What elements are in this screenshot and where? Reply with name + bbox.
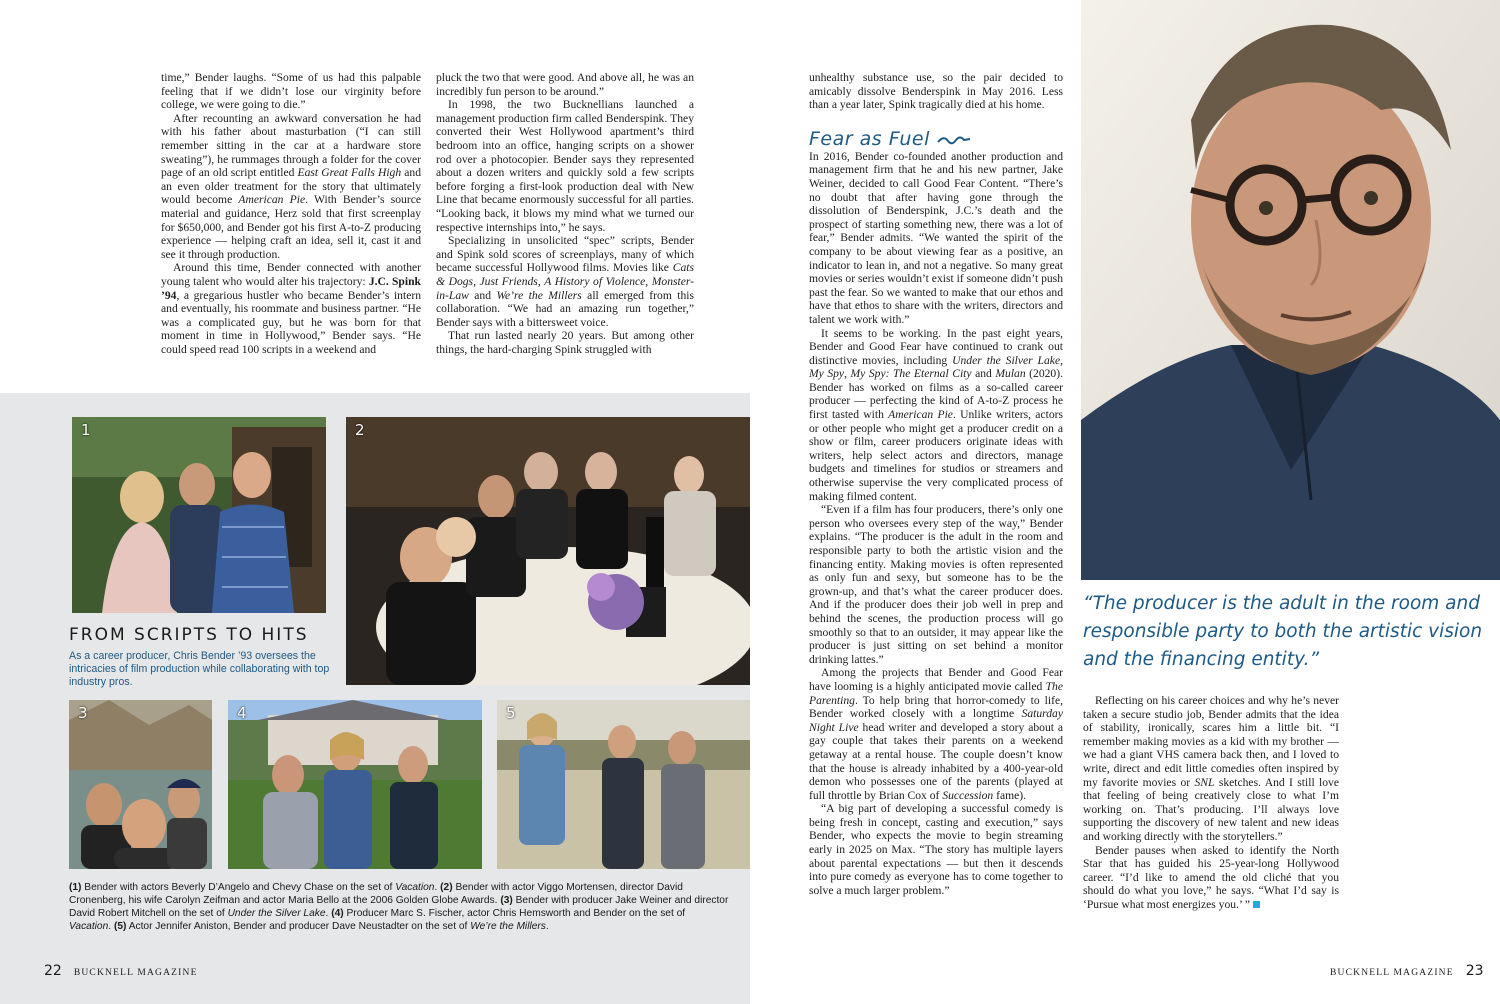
body-paragraph (1083, 844, 1339, 912)
body-paragraph: After recounting an awkward conversation he had with his father about masturbation (“I can still remember sitting in the car at a hardware store sweating”), he rummages through a folder for the cover page of an old script entitled East Great Falls High and an even older treatment for the story that ultimately would become American Pie. With Bender’s source material and guidance, Herz sold that first screenplay for $650,000, and Bender got his first A-to-Z producing experience — helping craft an idea, sell it, cast it and see it through production. (161, 111, 421, 261)
photo-number: 3 (78, 704, 88, 722)
photo-5-image (497, 700, 750, 869)
folio-right (1330, 962, 1484, 980)
photo-number: 1 (81, 421, 91, 439)
caption-number: (1) (69, 882, 82, 893)
body-paragraph: “A big part of developing a successful comedy is being fresh in concept, casting and execution,” says Bender, who expects the movie to begin streaming early in 2025 on Max. “The story has multiple layers about parental expectations — but then it descends into pure comedy as everyone has to come together to solve a much larger problem.” (809, 802, 1063, 897)
photo-5 (497, 700, 750, 869)
section-subhead (809, 128, 972, 150)
photo-3 (69, 700, 212, 869)
photo-1-image (72, 417, 326, 613)
caption-film: Vacation (395, 882, 435, 893)
body-paragraph: time,” Bender laughs. “Some of us had this palpable feeling that if we didn’t lose our virginity before college, we were going to die.” (161, 71, 421, 112)
page-number: 23 (1465, 963, 1484, 979)
caption-film: We’re the Millers (470, 921, 546, 932)
caption-film: Vacation (69, 921, 109, 932)
body-paragraph: That run lasted nearly 20 years. But among other things, the hard-charging Spink struggled with (436, 329, 694, 356)
photo-2-image (346, 417, 750, 685)
caption-text: Bender with actors Beverly D’Angelo and Chevy Chase on the set of (84, 882, 396, 893)
panel-title: FROM SCRIPTS TO HITS (69, 625, 309, 645)
portrait-image (1081, 0, 1500, 580)
closing-text: Bender pauses when asked to identify the North Star that has guided his 25-year-long Hollywood career. “I’d like to amend the old cliché that you should do what you love,” he says. “What I’d say is ‘Pursue what most energizes you.’ ” (1083, 843, 1339, 911)
body-paragraph: Among the projects that Bender and Good Fear have looming is a highly anticipated movie called The Parenting. To help bring that horror-comedy to life, Bender worked closely with a longtime Saturday Night Live head writer and developed a story about a gay couple that takes their parents on a weekend getaway at a rental house. The couple doesn’t know that the house is already inhabited by a 400-year-old demon who possesses one of the parents (played at full throttle by Brian Cox of Succession fame). (809, 666, 1064, 802)
photo-number: 4 (237, 704, 247, 722)
pull-quote: “The producer is the adult in the room and responsible party to both the artistic vision and the financing entity.” (1083, 593, 1483, 670)
caption-number: (5) (113, 921, 127, 932)
caption-number: (3) (500, 895, 513, 906)
body-paragraph: Around this time, Bender connected with another young talent who would alter his trajectory: J.C. Spink ’94, a gregarious hustler who became Bender’s intern and eventually, his roommate and business partner. “He was a complicated guy, but he was born for that moment in time in Hollywood,” Bender says. “He could speed read 100 scripts in a weekend and (161, 261, 421, 356)
right-column-2 (1083, 694, 1339, 912)
left-column-2 (436, 71, 694, 356)
caption-text: Bender with producer Jake Weiner and director David Robert Mitchell on the set of (69, 895, 729, 919)
body-paragraph: In 1998, the two Bucknellians launched a management production firm called Benderspink. They converted their West Hollywood apartment’s third bedroom into an office, hanging scripts on a shower rod over a photocopier. Bender says they represented about a dozen writers and quickly sold a few scripts before forging a first-look production deal with New Line that became enormously successful for all parties. “Looking back, it blows my mind what we turned our respective internships into,” he says. (436, 98, 694, 234)
photo-4 (228, 700, 482, 869)
body-paragraph: In 2016, Bender co-founded another production and management firm that he and his new partner, Jake Weiner, decided to call Good Fear Content. “There’s no doubt that after having gone through the dissolution of Benderspink, J.C.’s death and the prospect of starting something new, there was a lot of fear,” Bender admits. “We wanted the spirit of the company to be about viewing fear as a positive, an indicator to lean in, and not a negative. So many great movies or series wouldn’t exist if someone didn’t push past the fear. So we wanted to make that our ethos and have that ethos to share with the writers, directors and talent we work with.” (809, 149, 1063, 326)
caption-text: Bender with actor Viggo Mortensen, director David Cronenberg, his wife Carolyn Zeifman and actor Maria Bello at the 2006 Golden Globe Awards. (69, 882, 683, 906)
portrait-photo (1081, 0, 1500, 580)
body-paragraph: unhealthy substance use, so the pair decided to amicably dissolve Benderspink in May 2016. Less than a year later, Spink tragically died at his home. (809, 71, 1063, 112)
photo-number: 2 (355, 421, 365, 439)
end-mark-icon (1253, 901, 1260, 908)
squiggle-icon (936, 133, 972, 147)
magazine-name: BUCKNELL MAGAZINE (1330, 968, 1454, 978)
panel-subtitle: As a career producer, Chris Bender ’93 oversees the intricacies of film production while collaborating with top industry pros. (69, 650, 330, 688)
body-paragraph: It seems to be working. In the past eight years, Bender and Good Fear have continued to crank out distinctive movies, including Under the Silver Lake, My Spy, My Spy: The Eternal City and Mulan (2020). Bender has worked on films as a so-called career producer — perfecting the kind of A-to-Z process he first tasted with American Pie. Unlike writers, actors or other people who might get a producer credit on a show or film, career producers originate ideas with writers, help select actors and directors, manage budgets and timelines for studios or streamers and otherwise supervise the very complicated process of making filmed content. (809, 326, 1063, 503)
caption-text: Actor Jennifer Aniston, Bender and producer Dave Neustadter on the set of (128, 921, 471, 932)
photo-4-image (228, 700, 482, 869)
photo-captions: (1) Bender with actors Beverly D’Angelo and Chevy Chase on the set of Vacation. (2) Bender with actor Viggo Mortensen, director David Cronenberg, his wife Carolyn Zeifman and actor Maria Bello at the 2006 Golden Globe Awards. (3) Bender with producer Jake Weiner and director David Robert Mitchell on the set of Under the Silver Lake. (4) Producer Marc S. Fischer, actor Chris Hemsworth and Bender on the set of Vacation. (5) Actor Jennifer Aniston, Bender and producer Dave Neustadter on the set of We’re the Millers. (69, 882, 729, 932)
caption-film: Under the Silver Lake (227, 908, 326, 919)
body-paragraph: “Even if a film has four producers, there’s only one person who oversees every step of the way,” Bender explains. “The producer is the adult in the room and responsible party to both the artistic vision and the financing entity. Making movies is often represented as only fun and sexy, but someone has to be the grown-up, and that’s what the career producer does. And if the producer does their job well in prep and behind the scenes, the production process will go smoothly so that to an outsider, it may appear like the producer is just sitting on set behind a monitor drinking lattes.” (809, 503, 1063, 666)
caption-number: (4) (331, 908, 344, 919)
page-number: 22 (44, 963, 62, 979)
photo-3-image (69, 700, 212, 869)
caption-text: Producer Marc S. Fischer, actor Chris Hemsworth and Bender on the set of (346, 908, 686, 919)
photo-1 (72, 417, 326, 613)
body-paragraph: Specializing in unsolicited “spec” scripts, Bender and Spink sold scores of screenplays, many of which became successful Hollywood films. Movies like Cats & Dogs, Just Friends, A History of Violence, Monster-in-Law and We’re the Millers all emerged from this collaboration. “We had an amazing run together,” Bender says with a bittersweet voice. (436, 234, 695, 329)
photo-number: 5 (506, 704, 516, 722)
folio-left (44, 962, 198, 980)
caption-number: (2) (440, 882, 453, 893)
magazine-name: BUCKNELL MAGAZINE (73, 968, 198, 978)
left-column-1 (161, 71, 421, 356)
photo-2 (346, 417, 750, 685)
right-column-1 (809, 71, 1063, 897)
body-paragraph: pluck the two that were good. And above all, he was an incredibly fun person to be around.” (436, 71, 694, 98)
body-paragraph: Reflecting on his career choices and why he’s never taken a secure studio job, Bender admits that the idea of stability, ironically, scares him a little bit. “I remember making movies as a kid with my brother — we had a giant VHS camera back then, and I loved to write, direct and edit little comedies often inspired by my favorite movies or SNL sketches. And I still love that feeling of being creatively close to what I’m working on. That’s producing. I’ll always love supporting the discovery of new talent and new ideas and working directly with the storytellers.” (1083, 694, 1339, 843)
subhead-text: Fear as Fuel (809, 128, 930, 150)
